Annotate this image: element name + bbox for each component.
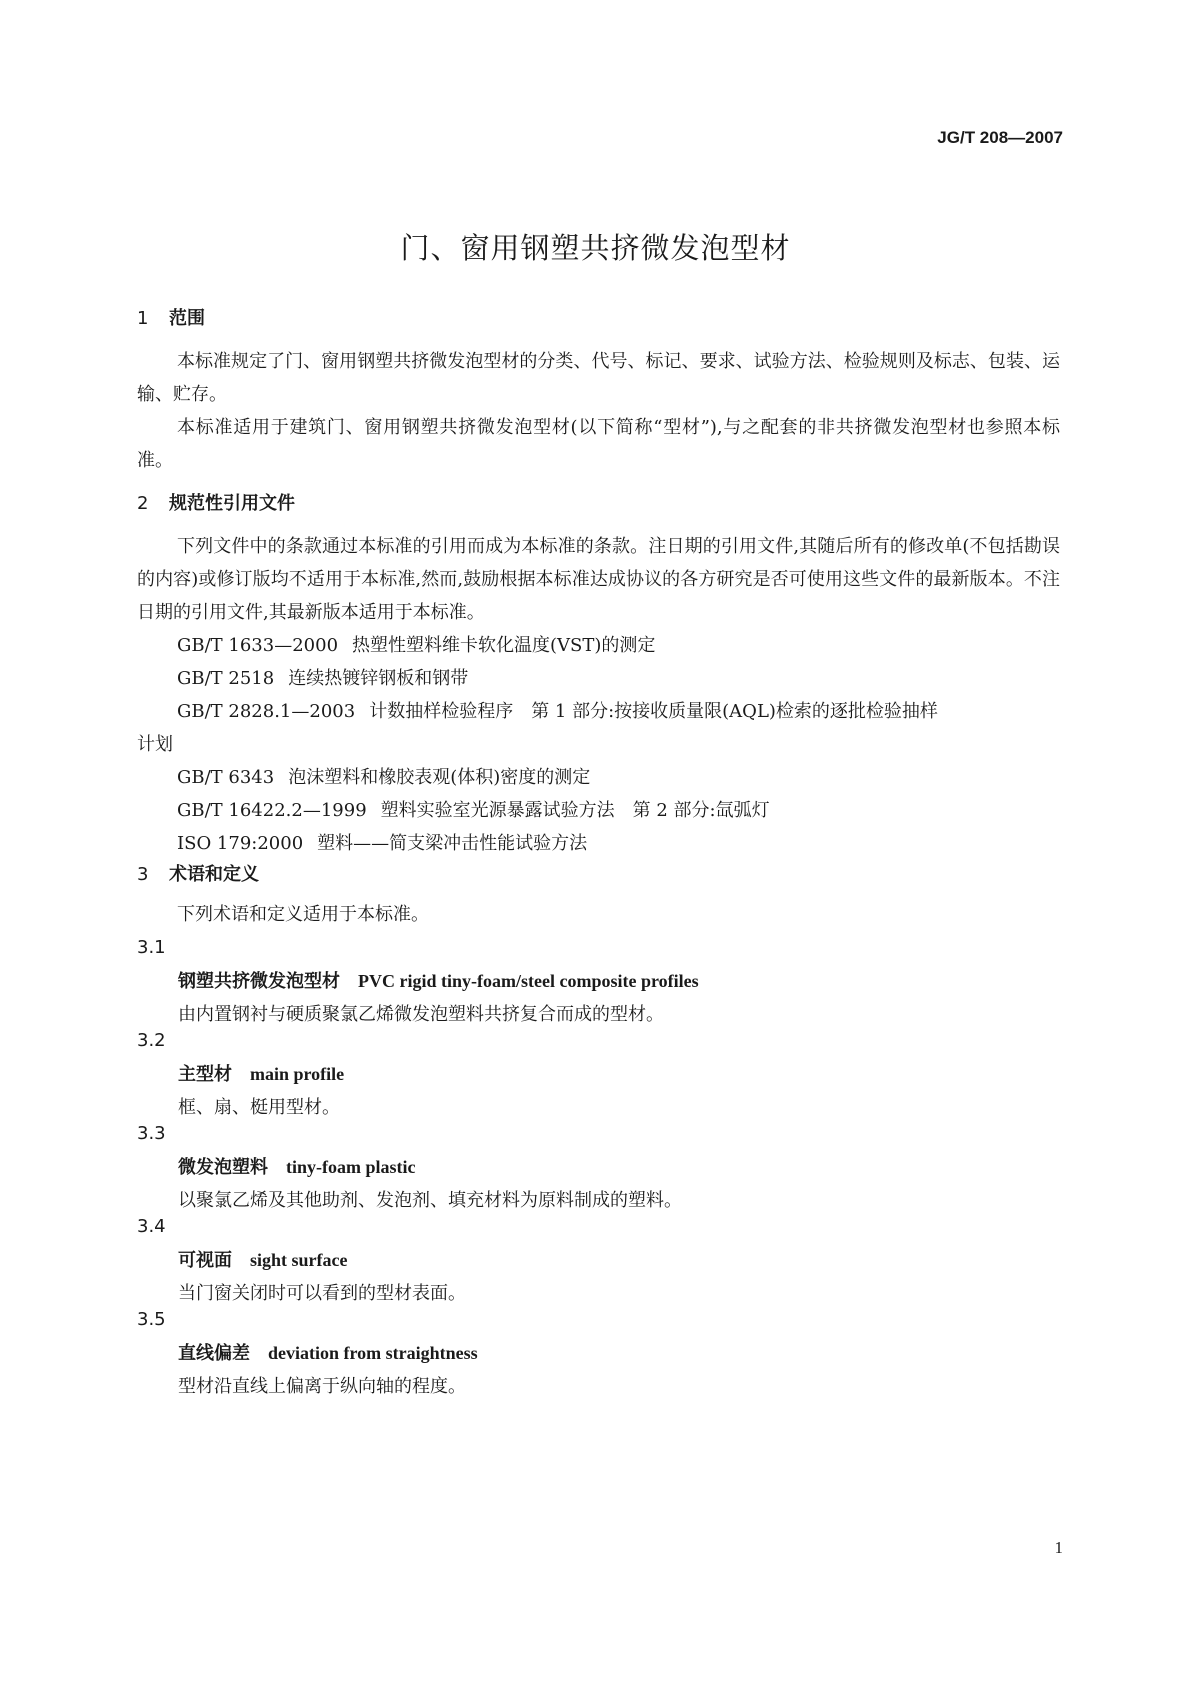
reference-item — [137, 662, 1060, 695]
reference-title: 泡沫塑料和橡胶表观(体积)密度的测定 — [288, 767, 591, 788]
term-en: deviation from straightness — [268, 1343, 478, 1363]
term-entry — [178, 967, 699, 993]
section-title: 范围 — [169, 308, 205, 329]
term-en: PVC rigid tiny-foam/steel composite profiles — [358, 971, 699, 991]
term-en: sight surface — [250, 1250, 348, 1270]
term-entry — [178, 1339, 478, 1365]
term-en: tiny-foam plastic — [286, 1157, 416, 1177]
term-zh: 直线偏差 — [178, 1343, 250, 1364]
clause-number: 3.2 — [137, 1030, 166, 1051]
clause-number: 3.1 — [137, 937, 166, 958]
section-1-body — [137, 345, 1060, 477]
section-title: 术语和定义 — [169, 864, 259, 885]
section-title: 规范性引用文件 — [169, 493, 295, 514]
reference-item — [137, 827, 1060, 860]
paragraph: 本标准规定了门、窗用钢塑共挤微发泡型材的分类、代号、标记、要求、试验方法、检验规则及标志、包装、运输、贮存。 — [137, 351, 1060, 405]
term-entry — [178, 1246, 348, 1272]
clause-number: 3.5 — [137, 1309, 166, 1330]
paragraph: 下列术语和定义适用于本标准。 — [177, 904, 429, 925]
term-en: main profile — [250, 1064, 345, 1084]
clause-number: 3.4 — [137, 1216, 166, 1237]
section-number: 3 — [137, 864, 149, 885]
reference-item — [137, 629, 1060, 662]
reference-title: 连续热镀锌钢板和钢带 — [288, 668, 469, 689]
reference-code: GB/T 16422.2—1999 — [177, 800, 367, 821]
section-2-body — [137, 530, 1060, 860]
reference-code: GB/T 1633—2000 — [177, 635, 339, 656]
reference-item — [137, 794, 1060, 827]
reference-title: 塑料——简支梁冲击性能试验方法 — [317, 833, 588, 854]
section-number: 2 — [137, 493, 149, 514]
page-number: 1 — [1054, 1538, 1063, 1557]
reference-code: GB/T 6343 — [177, 767, 275, 788]
paragraph: 本标准适用于建筑门、窗用钢塑共挤微发泡型材(以下简称“型材”),与之配套的非共挤微发泡型材也参照本标准。 — [137, 417, 1060, 471]
term-definition: 框、扇、梃用型材。 — [178, 1097, 340, 1118]
term-definition: 以聚氯乙烯及其他助剂、发泡剂、填充材料为原料制成的塑料。 — [178, 1190, 682, 1211]
paragraph: 下列文件中的条款通过本标准的引用而成为本标准的条款。注日期的引用文件,其随后所有的修改单(不包括勘误的内容)或修订版均不适用于本标准,然而,鼓励根据本标准达成协议的各方研究是否可使用这些文件的最新版本。不注日期的引用文件,其最新版本适用于本标准。 — [137, 536, 1060, 623]
term-zh: 可视面 — [178, 1250, 232, 1271]
reference-title: 塑料实验室光源暴露试验方法 — [380, 800, 615, 821]
section-3-intro — [137, 898, 1060, 931]
reference-code: ISO 179:2000 — [177, 833, 304, 854]
term-zh: 钢塑共挤微发泡型材 — [178, 971, 340, 992]
term-definition: 当门窗关闭时可以看到的型材表面。 — [178, 1283, 466, 1304]
reference-part: 第 1 部分:按接收质量限(AQL)检索的逐批检验抽样 — [531, 701, 938, 722]
clause-number: 3.3 — [137, 1123, 166, 1144]
section-3-heading — [137, 860, 259, 886]
reference-part: 第 2 部分:氙弧灯 — [632, 800, 770, 821]
reference-item — [137, 761, 1060, 794]
term-zh: 主型材 — [178, 1064, 232, 1085]
section-2-heading — [137, 489, 295, 515]
standard-code: JG/T 208—2007 — [937, 128, 1063, 147]
term-entry — [178, 1153, 416, 1179]
reference-title: 热塑性塑料维卡软化温度(VST)的测定 — [352, 635, 656, 656]
term-definition: 由内置钢衬与硬质聚氯乙烯微发泡塑料共挤复合而成的型材。 — [178, 1004, 664, 1025]
reference-item — [137, 695, 1060, 728]
section-number: 1 — [137, 308, 149, 329]
reference-continuation: 计划 — [137, 734, 173, 755]
term-definition: 型材沿直线上偏离于纵向轴的程度。 — [178, 1376, 466, 1397]
reference-title: 计数抽样检验程序 — [369, 701, 514, 722]
term-entry — [178, 1060, 344, 1086]
section-1-heading — [137, 304, 205, 330]
reference-code: GB/T 2828.1—2003 — [177, 701, 356, 722]
term-zh: 微发泡塑料 — [178, 1157, 268, 1178]
reference-code: GB/T 2518 — [177, 668, 275, 689]
document-title: 门、窗用钢塑共挤微发泡型材 — [400, 231, 791, 265]
